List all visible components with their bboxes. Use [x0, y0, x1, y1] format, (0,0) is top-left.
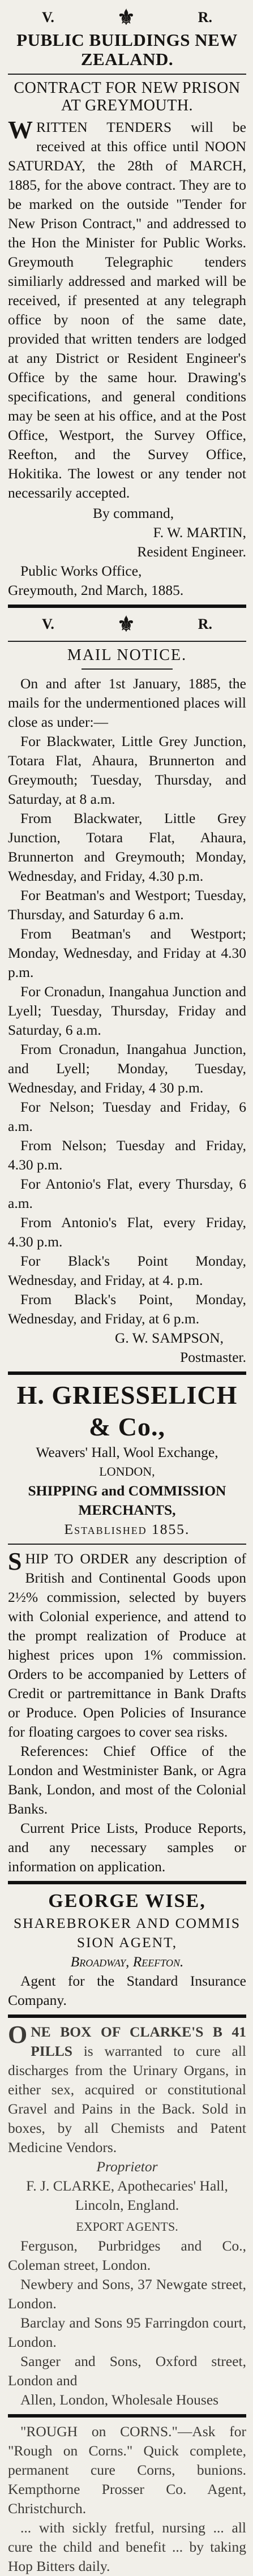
mail-paragraph: From Antonio's Flat, every Friday, 4.30 p.m.: [8, 1214, 246, 1250]
mail-paragraph: From Nelson; Tuesday and Friday, 4.30 p.m.: [8, 1137, 246, 1173]
wise-advert: [8, 1889, 246, 2010]
tender-heading: PUBLIC BUILDINGS NEW ZEALAND.: [16, 30, 238, 69]
tender-text: RITTEN TENDERS will be received at this office until NOON SATURDAY, the 28th of MARCH, 1885, for the above contract. They are to be marked on the outside "Tender for New Prison Contract," and addressed to the Hon the Minister for Public Works. Greymouth Telegraphic tenders similiarly addressed and marked will be received, if presented at any telegraph office by noon of the same date, provided that written tenders are lodged at any District or Resident Engineer's Office by the same hour. Drawing's specifications, and general conditions may be seen at his office, and at the Post Office, Westport, the Survey Office, Reefton, and the Survey Office, Hokitika. The lowest or any tender not necessarily accepted.: [8, 119, 246, 501]
firm-city: LONDON,: [99, 1464, 155, 1478]
clarke-agent: Ferguson, Purbridges and Co., Coleman street, London.: [8, 2238, 246, 2273]
rough-body-cont: ... with sickly fretful, nursing ... all cure the child and benefit ... by taking Hop Bitters daily.: [8, 2519, 246, 2574]
wise-trade: SHAREBROKER AND COMMIS: [13, 1915, 241, 1931]
tender-dateline: Greymouth, 2nd March, 1885.: [8, 582, 184, 598]
mail-paragraph: From Black's Point, Monday, Wednesday, and Friday, at 6 p.m.: [8, 1291, 246, 1327]
mail-signer-title: Postmaster.: [180, 1349, 246, 1365]
mail-paragraph: On and after 1st January, 1885, the mails for the undermentioned places will close as under:—: [8, 675, 246, 730]
mail-paragraph: For Cronadun, Inangahua Junction and Lyell; Tuesday, Thursday, Friday and Saturday, 6 a.m.: [8, 983, 246, 1038]
clarke-body: [8, 2022, 246, 2157]
firm-address: Weavers' Hall, Wool Exchange,: [36, 1444, 218, 1460]
firm-dropcap: S: [8, 1548, 22, 1575]
crest-left-letter: V.: [42, 616, 54, 632]
royal-arms-icon: ⚜: [117, 613, 135, 636]
firm-text: HIP TO ORDER any description of British and Continental Goods upon 2½% commission, selected by buyers with Colonial experience, and attend to the prompt realization of Produce at highest prices upon 1% commission. Orders to be accompanied by Letters of Credit or partremittance in Bank Drafts or Produce. Open Policies of Insurance for floating cargoes to cover sea risks.: [8, 1550, 246, 1740]
clarke-agent: Allen, London, Wholesale Houses: [20, 2391, 219, 2408]
crest-right-letter: R.: [198, 616, 212, 632]
mail-paragraph: From Cronadun, Inangahua Junction, and Lyell; Monday, Tuesday, Wednesday, and Friday, 4 30 p.m.: [8, 1041, 246, 1096]
clarke-title: NE BOX OF CLARKE'S B 41 PILLS: [31, 2024, 246, 2059]
mail-paragraph: For Antonio's Flat, every Thursday, 6 a.m.: [8, 1176, 246, 1211]
tender-by-command: By command,: [93, 505, 174, 521]
tender-subhead: CONTRACT FOR NEW PRISON AT GREYMOUTH.: [14, 79, 241, 114]
firm-current: Current Price Lists, Produce Reports, and any necessary samples or information on application.: [8, 1820, 246, 1875]
clarke-dropcap: O: [8, 2021, 28, 2048]
section-divider: [8, 2414, 246, 2418]
firm-references: References: Chief Office of the London and Westminister Bank, or Agra Bank, London, and most of the Colonial Banks.: [8, 1743, 246, 1817]
tender-office: Public Works Office,: [20, 563, 142, 579]
clarke-proprietor-place: Lincoln, England.: [75, 2197, 179, 2213]
tender-signer-title: Resident Engineer.: [137, 543, 246, 560]
mail-paragraph: For Nelson; Tuesday and Friday, 6 a.m.: [8, 1099, 246, 1134]
tender-notice: [8, 6, 246, 600]
section-divider: [8, 2014, 246, 2018]
crest-right-letter: R.: [198, 9, 212, 25]
section-divider: [8, 1371, 246, 1375]
firm-body: [8, 1549, 246, 1742]
mail-paragraph: For Beatman's and Westport; Tuesday, Thursday, and Saturday 6 a.m.: [8, 887, 246, 923]
rough-on-corns-advert: [8, 2422, 246, 2576]
tender-signer: F. W. MARTIN,: [153, 524, 246, 541]
mail-notice: [8, 612, 246, 1367]
firm-trade: SHIPPING and COMMISSION MERCHANTS,: [28, 1482, 226, 1518]
royal-arms-icon: ⚜: [117, 6, 135, 29]
griesselich-advert: [8, 1379, 246, 1876]
firm-established: Established 1855.: [64, 1521, 190, 1537]
mail-paragraph: From Beatman's and Westport; Monday, Wednesday, and Friday at 4.30 p.m.: [8, 925, 246, 980]
mail-body: [8, 674, 246, 1328]
section-divider: [8, 605, 246, 608]
firm-name: H. GRIESSELICH & Co.,: [16, 1381, 238, 1441]
crest-left-letter: V.: [42, 9, 54, 25]
mail-signer: G. W. SAMPSON,: [114, 1330, 224, 1346]
wise-trade-cont: SION AGENT,: [76, 1934, 178, 1951]
wise-agent: Agent for the Standard Insurance Company.: [8, 1973, 246, 2008]
royal-crest: [42, 612, 212, 636]
royal-crest: [42, 6, 212, 29]
wise-address: Broadway, Reefton.: [70, 1953, 184, 1970]
rough-body: "ROUGH on CORNS."—Ask for "Rough on Corns." Quick complete, permanent cure Corns, bunions. Kempthorne Prosser Co. Agent, Christchurch.: [8, 2423, 246, 2517]
clarke-agent: Barclay and Sons 95 Farringdon court, London.: [8, 2314, 246, 2350]
mail-paragraph: From Blackwater, Little Grey Junction, Totara Flat, Ahaura, Brunnerton and Greymouth; Monday, Wednesday, and Friday, 4.30 p.m.: [8, 810, 246, 884]
clarke-text: is warranted to cure all discharges from the Urinary Organs, in either sex, acquired or constitutional Gravel and Pains in the Back. Sold in boxes, by all Chemists and Patent Medicine Vendors.: [8, 2043, 246, 2155]
short-divider: [82, 668, 173, 670]
mail-paragraph: For Blackwater, Little Grey Junction, Totara Flat, Ahaura, Brunnerton and Greymouth; Tuesday, Thursday, and Saturday, at 8 a.m.: [8, 733, 246, 807]
clarke-export-label: EXPORT AGENTS.: [76, 2219, 178, 2234]
tender-body: [8, 118, 246, 503]
clarke-agent: Newbery and Sons, 37 Newgate street, London.: [8, 2276, 246, 2312]
divider: [8, 641, 246, 642]
clarke-agent: Sanger and Sons, Oxford street, London and: [8, 2353, 246, 2389]
clarke-proprietor: F. J. CLARKE, Apothecaries' Hall,: [26, 2178, 228, 2194]
clarke-proprietor-label: Proprietor: [96, 2158, 158, 2175]
clarke-advert: [8, 2022, 246, 2410]
tender-dropcap: W: [8, 116, 33, 144]
mail-heading: MAIL NOTICE.: [67, 646, 187, 664]
divider: [8, 1544, 246, 1545]
wise-name: GEORGE WISE,: [48, 1891, 206, 1911]
divider: [8, 74, 246, 75]
section-divider: [8, 1881, 246, 1884]
mail-paragraph: For Black's Point Monday, Wednesday, and Friday, at 4. p.m.: [8, 1253, 246, 1288]
